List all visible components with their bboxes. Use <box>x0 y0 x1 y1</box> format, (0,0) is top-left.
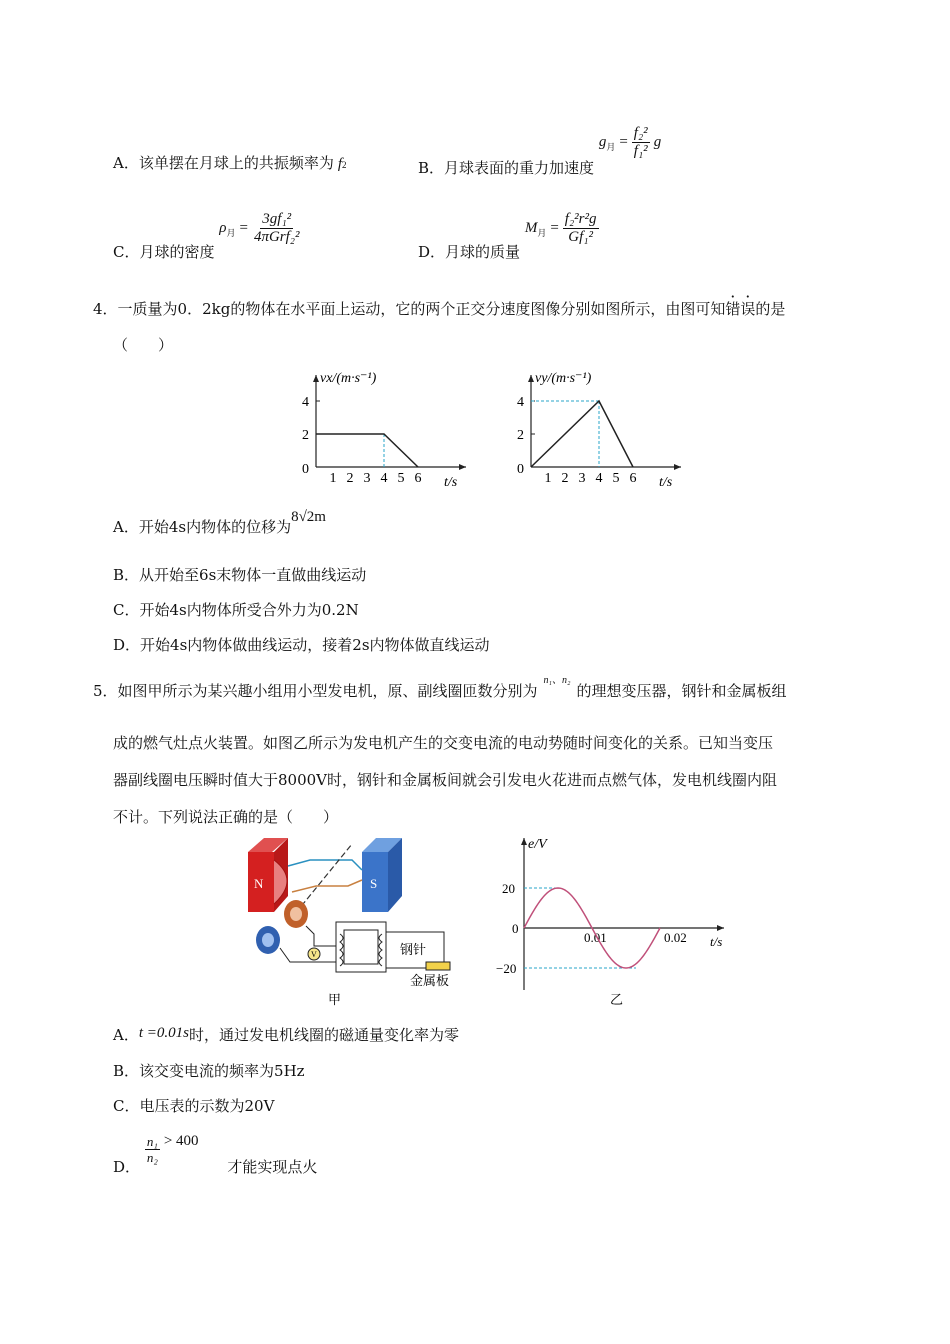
emf-y-tick-label: −20 <box>496 961 517 976</box>
q5-option-a[interactable] <box>113 1024 459 1045</box>
q3-option-d-label: D．月球的质量 <box>418 243 521 261</box>
vx-x-tick-label: 2 <box>346 471 354 486</box>
q5-option-a-math: t =0.01s <box>138 1025 189 1041</box>
vy-x-tick-label: 3 <box>578 471 586 486</box>
emf-xlabel: t/s <box>710 934 723 949</box>
vx-x-arrow <box>459 464 466 470</box>
generator-apparatus-figure <box>240 830 470 1010</box>
q4-option-c[interactable]: C．开始4s内物体所受合外力为0.2N <box>113 601 359 619</box>
q3-option-d-formula: M 月 = $\frac{\text{f₂²r²g}}{\text{Gf₁²}}$ <box>524 211 597 245</box>
vx-xlabel: t/s <box>444 475 458 490</box>
vy-y-tick-label: 2 <box>517 428 524 443</box>
emf-x-tick-label: 0.01 <box>584 930 607 945</box>
q3-option-c[interactable] <box>113 211 302 261</box>
vx-x-tick-label: 1 <box>329 471 337 486</box>
q3-option-a[interactable] <box>113 152 347 173</box>
q5-option-d[interactable] <box>113 1130 318 1176</box>
q5-stem-line2: 成的燃气灶点火装置。如图乙所示为发电机产生的交变电流的电动势随时间变化的关系。已知当变压 <box>113 734 774 752</box>
magnet-n-label: N <box>254 876 264 891</box>
vx-x-tick-label: 6 <box>414 471 422 486</box>
q4-option-d[interactable]: D．开始4s内物体做曲线运动，接着2s内物体做直线运动 <box>113 636 490 654</box>
voltmeter-label: V <box>311 950 317 959</box>
q5-option-d-label: D． <box>113 1158 141 1176</box>
q5-stem-line1: 5．如图甲所示为某兴趣小组用小型发电机，原、副线圈匝数分别为$^{n_1、n_2}$的理想变压器，钢针和金属板组 <box>93 675 787 700</box>
fig-caption-jia: 甲 <box>328 992 342 1007</box>
vy-y-arrow <box>528 375 534 382</box>
vy-x-tick-label: 2 <box>561 471 569 486</box>
q5-stem-line4: 不计。下列说法正确的是（ ） <box>113 808 339 826</box>
q3-option-c-formula: ρ 月 = $\frac{\text{3gf₁²}}{\text{4πGrf₂²}}$ <box>219 211 300 245</box>
q5-stem-line3: 器副线圈电压瞬时值大于8000V时，钢针和金属板间就会引发电火花进而点燃气体，发电机线圈内阻 <box>113 771 778 789</box>
vx-y-tick-label: 2 <box>302 428 309 443</box>
vx-chart <box>290 364 480 494</box>
q5-option-a-text: 时，通过发电机线圈的磁通量变化率为零 <box>188 1026 459 1044</box>
vy-xlabel: t/s <box>659 475 673 490</box>
q5-option-a-label: A． <box>113 1026 139 1044</box>
magnet-s-label: S <box>370 876 378 891</box>
q3-option-a-math: f2 <box>337 156 347 172</box>
q5-option-d-text: 才能实现点火 <box>227 1158 318 1176</box>
emf-y-arrow <box>521 838 527 845</box>
vy-x-tick-label: 4 <box>595 471 603 486</box>
emf-x-tick-label: 0.02 <box>664 930 687 945</box>
q4-option-a[interactable] <box>113 505 326 536</box>
vx-x-tick-label: 3 <box>363 471 371 486</box>
emf-chart <box>488 830 738 1010</box>
vy-x-tick-label: 6 <box>629 471 637 486</box>
needle-label: 钢针 <box>400 942 427 957</box>
vy-x-tick-label: 5 <box>612 471 620 486</box>
emf-y-tick-label: 0 <box>512 921 519 936</box>
magnet-n <box>248 838 288 912</box>
magnet-s <box>362 838 402 912</box>
q3-option-d[interactable] <box>418 211 599 261</box>
vx-ylabel: vx/(m·s⁻¹) <box>320 371 377 386</box>
q3-option-a-label: A．该单摆在月球上的共振频率为 <box>113 154 334 172</box>
vy-series-line <box>531 401 633 467</box>
vx-y-arrow <box>313 375 319 382</box>
q4-answer-paren: （ ） <box>113 336 174 354</box>
q3-option-b-label: B．月球表面的重力加速度 <box>418 159 595 177</box>
q5-option-b[interactable]: B．该交变电流的频率为5Hz <box>113 1062 305 1080</box>
q4-option-a-label: A．开始4s内物体的位移为 <box>113 518 292 536</box>
plate-label: 金属板 <box>410 973 450 988</box>
vy-y-tick-label: 4 <box>517 395 524 410</box>
vy-x-tick-label: 1 <box>544 471 552 486</box>
emf-caption: 乙 <box>610 992 624 1007</box>
vx-series-line <box>316 434 418 467</box>
vy-ylabel: vy/(m·s⁻¹) <box>535 371 592 386</box>
q3-option-b[interactable] <box>418 125 662 177</box>
vx-x-tick-label: 5 <box>397 471 405 486</box>
q4-option-b[interactable]: B．从开始至6s末物体一直做曲线运动 <box>113 566 367 584</box>
emf-y-tick-label: 20 <box>502 881 515 896</box>
vx-x-tick-label: 4 <box>380 471 388 486</box>
q4-stem: 4．一质量为0．2kg的物体在水平面上运动，它的两个正交分速度图像分别如图所示，由图可知错误的是 <box>93 300 786 318</box>
vy-y-tick-label: 0 <box>517 462 524 477</box>
emf-x-arrow <box>717 925 724 931</box>
q3-option-c-label: C．月球的密度 <box>113 243 215 261</box>
emf-ylabel: e/V <box>528 837 547 852</box>
q3-option-b-formula: g 月 = $\frac{\text{f₂²}}{\text{f₁²}}$ g <box>598 125 662 159</box>
q5-option-d-formula: $\frac{\text{n₁}}{\text{n₂}}$ > 400 <box>146 1133 199 1165</box>
vy-x-arrow <box>674 464 681 470</box>
vx-y-tick-label: 4 <box>302 395 309 410</box>
q5-option-c[interactable]: C．电压表的示数为20V <box>113 1097 275 1115</box>
vx-y-tick-label: 0 <box>302 462 309 477</box>
q4-option-a-math: 8√2m <box>291 509 326 525</box>
vy-chart <box>505 364 695 494</box>
